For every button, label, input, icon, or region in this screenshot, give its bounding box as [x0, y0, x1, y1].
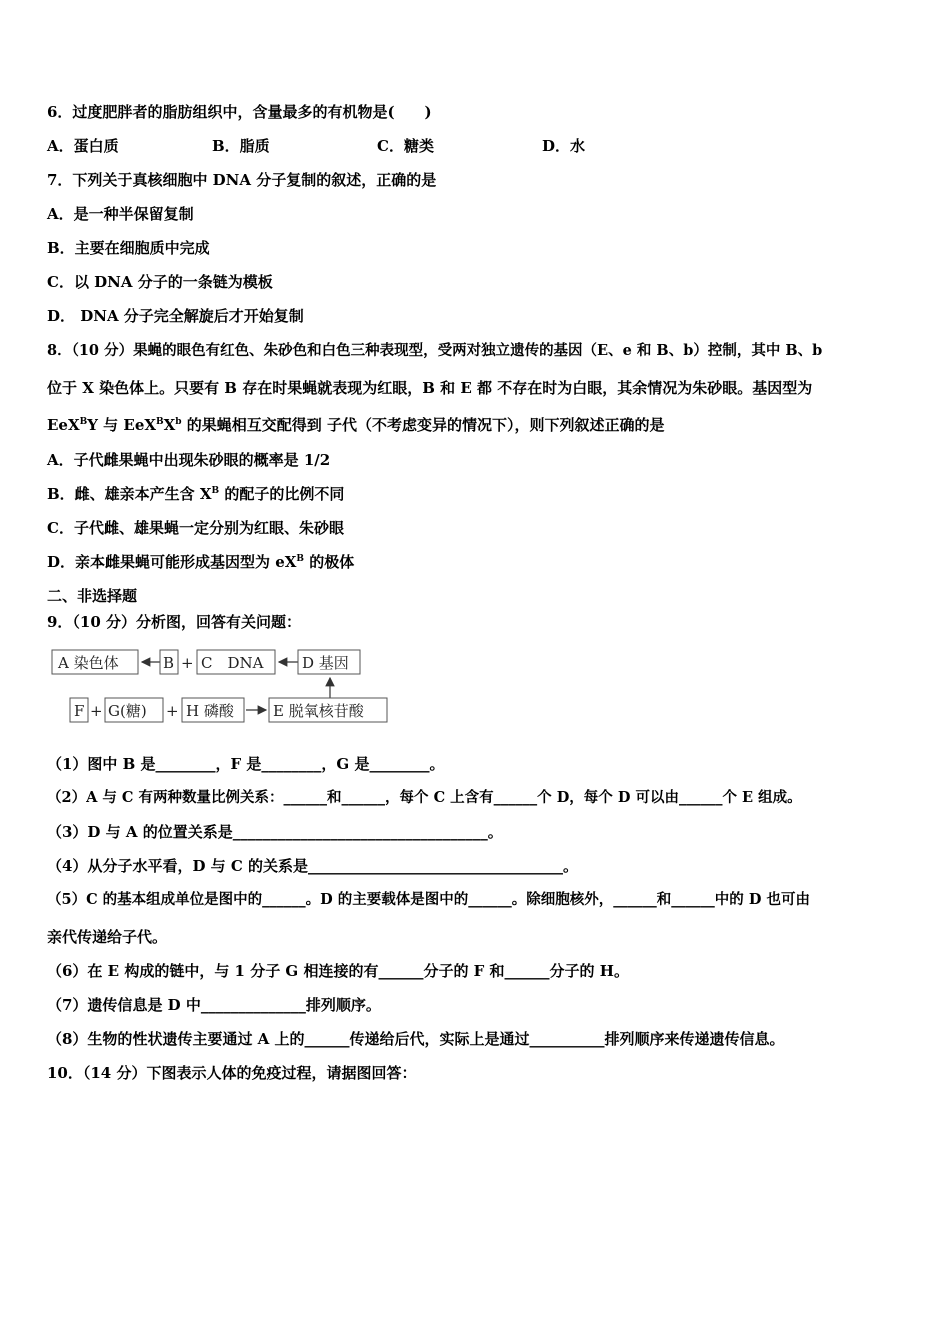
svg-text:H 磷酸: H 磷酸: [186, 702, 234, 720]
q6-option-a: A．蛋白质: [47, 137, 119, 155]
q6-option-d: D．水: [542, 137, 586, 155]
q6-stem: 6．过度肥胖者的脂肪组织中，含量最多的有机物是( ): [47, 103, 432, 121]
q8-option-b: B．雌、雄亲本产生含 $X^B$ 的配子的比例不同: [47, 485, 345, 503]
q9-sub-1: （1）图中 B 是________，F 是________，G 是________。: [47, 755, 445, 773]
box-h-phosphate: [182, 698, 244, 722]
q9-sub-2: （2）A 与 C 有两种数量比例关系：______和______，每个 C 上含有______个 D，每个 D 可以由______个 E 组成。: [47, 789, 802, 806]
q9-sub-3: （3）D 与 A 的位置关系是__________________________________。: [47, 823, 503, 841]
box-b: [160, 650, 178, 674]
svg-text:G(糖): G(糖): [108, 702, 147, 720]
q9-sub-5-cont: 亲代传递给子代。: [47, 928, 168, 946]
box-f: [70, 698, 88, 722]
q8-stem-line2: 位于 X 染色体上。只要有 B 存在时果蝇就表现为红眼，B 和 E 都 不存在时为白眼，其余情况为朱砂眼。基因型为: [47, 379, 813, 397]
svg-text:D 基因: D 基因: [302, 654, 349, 672]
q9-sub-8: （8）生物的性状遗传主要通过 A 上的______传递给后代，实际上是通过__________排列顺序来传递遗传信息。: [47, 1030, 785, 1048]
box-d-gene: [298, 650, 360, 674]
q7-option-a: A．是一种半保留复制: [47, 205, 194, 223]
q7-option-d: D． DNA 分子完全解旋后才开始复制: [47, 307, 304, 325]
svg-text:F: F: [74, 702, 85, 720]
svg-text:E 脱氧核苷酸: E 脱氧核苷酸: [273, 702, 364, 720]
plus-sign-bottom-1: +: [90, 702, 103, 720]
svg-text:B: B: [163, 654, 175, 672]
q7-option-b: B．主要在细胞质中完成: [47, 239, 210, 257]
box-c-dna: [197, 650, 275, 674]
q10-stem: 10．（14 分）下图表示人体的免疫过程，请据图回答：: [47, 1064, 417, 1082]
dna-concept-diagram: [50, 644, 392, 728]
q8-option-d: D．亲本雌果蝇可能形成基因型为 $eX^B$ 的极体: [47, 553, 355, 571]
section-heading: 二、非选择题: [47, 587, 138, 605]
plus-sign-top: +: [181, 654, 194, 672]
svg-text:C DNA: C DNA: [201, 654, 264, 672]
box-g-sugar: [105, 698, 163, 722]
q9-sub-5: （5）C 的基本组成单位是图中的______。D 的主要载体是图中的______。除细胞核外，______和______中的 D 也可由: [47, 891, 810, 908]
svg-text:A 染色体: A 染色体: [58, 654, 119, 672]
q6-option-b: B．脂质: [212, 137, 270, 155]
q9-sub-4: （4）从分子水平看，D 与 C 的关系是__________________________________。: [47, 857, 579, 875]
q7-stem: 7．下列关于真核细胞中 DNA 分子复制的叙述，正确的是: [47, 171, 437, 189]
q6-option-c: C．糖类: [377, 137, 434, 155]
plus-sign-bottom-2: +: [166, 702, 179, 720]
q8-option-c: C．子代雌、雄果蝇一定分别为红眼、朱砂眼: [47, 519, 344, 537]
q8-stem-line3: EeX$^B$Y 与 $EeX^BX^b$ 的果蝇相互交配得到 子代（不考虑变异的情况下），则下列叙述正确的是: [47, 416, 665, 434]
box-a-chromosome: [52, 650, 138, 674]
q8-stem-line1: 8．（10 分）果蝇的眼色有红色、朱砂色和白色三种表现型，受两对独立遗传的基因（E、e 和 B、b）控制，其中 B、b: [47, 342, 823, 359]
q8-option-a: A．子代雌果蝇中出现朱砂眼的概率是 1/2: [47, 451, 331, 469]
box-e-deoxynucleotide: [269, 698, 387, 722]
q9-sub-6: （6）在 E 构成的链中，与 1 分子 G 相连接的有______分子的 F 和______分子的 H。: [47, 962, 629, 980]
q9-stem: 9．（10 分）分析图，回答有关问题：: [47, 613, 302, 631]
q9-sub-7: （7）遗传信息是 D 中______________排列顺序。: [47, 996, 381, 1014]
q7-option-c: C．以 DNA 分子的一条链为模板: [47, 273, 273, 291]
